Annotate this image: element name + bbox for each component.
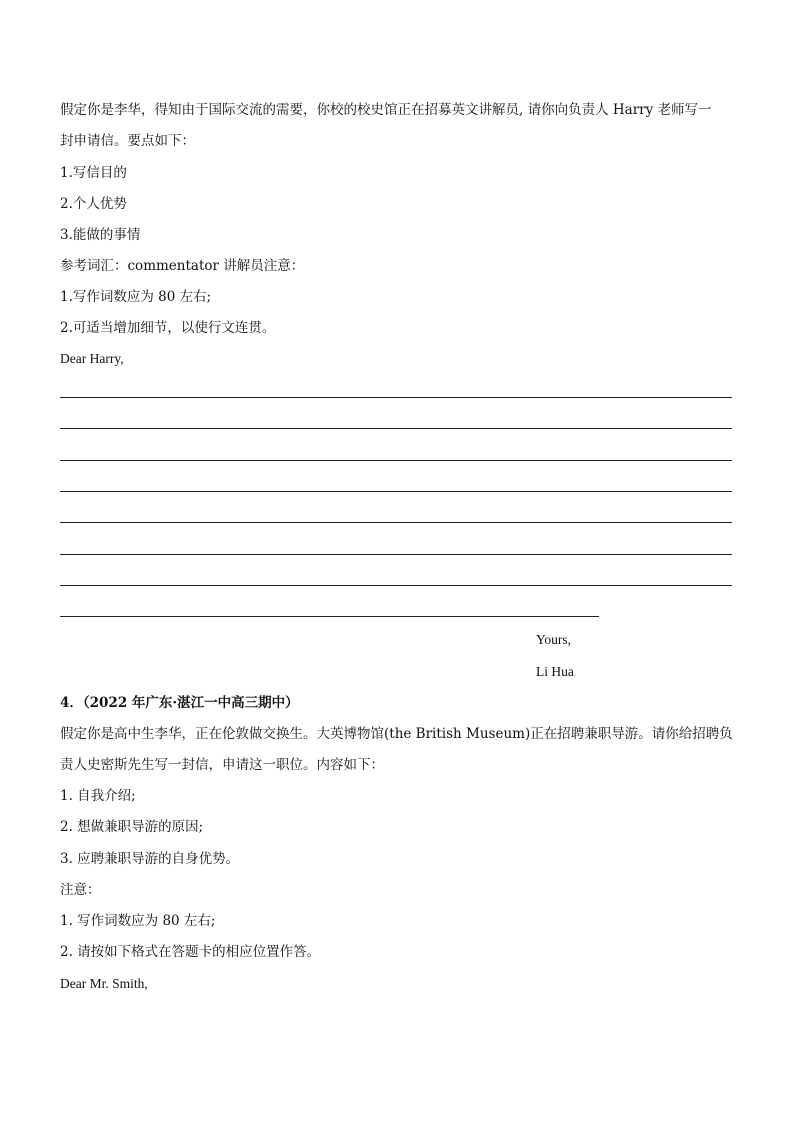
q4-note-1: 1. 写作词数应为 80 左右; xyxy=(60,913,216,929)
q4-salutation: Dear Mr. Smith, xyxy=(60,976,148,991)
answer-line xyxy=(60,428,732,429)
q3-signature: Li Hua xyxy=(536,664,574,679)
q4-point-3: 3. 应聘兼职导游的自身优势。 xyxy=(60,851,240,867)
q4-note-2: 2. 请按如下格式在答题卡的相应位置作答。 xyxy=(60,944,321,960)
q4-notes-title: 注意： xyxy=(60,882,101,898)
q3-point-2: 2.个人优势 xyxy=(60,196,127,212)
answer-line xyxy=(60,397,732,398)
answer-line xyxy=(60,460,732,461)
q3-note-2: 2.可适当增加细节，以使行文连贯。 xyxy=(60,320,276,336)
q3-prompt-line-1: 假定你是李华，得知由于国际交流的需要，你校的校史馆正在招募英文讲解员, 请你向负责人 Harry 老师写一 xyxy=(60,102,712,118)
q3-closing: Yours, xyxy=(536,632,572,647)
q4-header: 4．（2022 年广东·湛江一中高三期中） xyxy=(60,695,299,711)
q4-prompt-line-1: 假定你是高中生李华，正在伦敦做交换生。大英博物馆(the British Museum)正在招聘兼职导游。请你给招聘负 xyxy=(60,726,733,742)
q3-salutation: Dear Harry, xyxy=(60,351,124,366)
q4-point-1: 1. 自我介绍; xyxy=(60,788,136,804)
answer-line xyxy=(60,585,732,586)
q3-point-3: 3.能做的事情 xyxy=(60,227,141,243)
q3-note-1: 1.写作词数应为 80 左右; xyxy=(60,289,212,305)
answer-line xyxy=(60,554,732,555)
q3-vocab-note: 参考词汇：commentator 讲解员注意： xyxy=(60,258,305,274)
q4-prompt-line-2: 责人史密斯先生写一封信，申请这一职位。内容如下： xyxy=(60,757,384,773)
q4-point-2: 2. 想做兼职导游的原因; xyxy=(60,819,204,835)
answer-line xyxy=(60,491,732,492)
q3-point-1: 1.写信目的 xyxy=(60,165,127,181)
answer-line xyxy=(60,522,732,523)
q3-prompt-line-2: 封申请信。要点如下： xyxy=(60,133,195,149)
answer-line-short xyxy=(60,616,599,617)
